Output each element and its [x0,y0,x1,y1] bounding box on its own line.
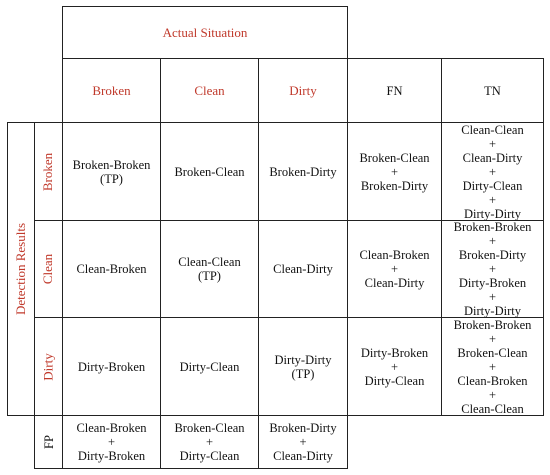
row-header-broken [34,122,63,221]
matrix-cell: Dirty-Dirty (TP) [258,317,348,416]
fn-cell: Dirty-Broken + Dirty-Clean [347,317,442,416]
tn-cell: Clean-Clean + Clean-Dirty + Dirty-Clean + Dirty-Dirty [441,122,544,221]
col-header-clean [160,58,259,123]
col-header-broken [62,58,161,123]
col-header-clean-label: Clean [194,82,225,98]
matrix-cell: Broken-Clean [160,122,259,221]
fp-cell: Broken-Clean + Dirty-Clean [160,415,259,469]
matrix-cell: Broken-Broken (TP) [62,122,161,221]
row-header-broken-label: Broken [40,152,56,191]
fn-cell: Clean-Broken + Clean-Dirty [347,220,442,318]
matrix-cell: Broken-Dirty [258,122,348,221]
row-header-dirty-label: Dirty [40,352,56,381]
fn-cell: Broken-Clean + Broken-Dirty [347,122,442,221]
matrix-cell: Dirty-Broken [62,317,161,416]
col-header-tn-label: TN [484,83,501,98]
col-header-dirty [258,58,348,123]
row-header-fp [34,415,63,469]
actual-situation-label: Actual Situation [162,24,248,40]
fp-cell: Clean-Broken + Dirty-Broken [62,415,161,469]
row-header-clean-label: Clean [40,253,56,285]
detection-results-label-wrap [7,122,35,416]
col-header-fn-label: FN [386,83,403,98]
actual-situation-header [62,6,348,59]
matrix-cell: Dirty-Clean [160,317,259,416]
row-header-fp-label: FP [41,435,56,449]
tn-cell: Broken-Broken + Broken-Clean + Clean-Broken + Clean-Clean [441,317,544,416]
row-header-clean [34,220,63,318]
tn-cell: Broken-Broken + Broken-Dirty + Dirty-Broken + Dirty-Dirty [441,220,544,318]
row-header-dirty [34,317,63,416]
col-header-fn [347,58,442,123]
matrix-cell: Clean-Broken [62,220,161,318]
matrix-cell: Clean-Dirty [258,220,348,318]
col-header-broken-label: Broken [92,82,131,98]
col-header-tn [441,58,544,123]
fp-cell: Broken-Dirty + Clean-Dirty [258,415,348,469]
detection-results-label: Detection Results [13,222,29,316]
matrix-cell: Clean-Clean (TP) [160,220,259,318]
col-header-dirty-label: Dirty [289,82,317,98]
